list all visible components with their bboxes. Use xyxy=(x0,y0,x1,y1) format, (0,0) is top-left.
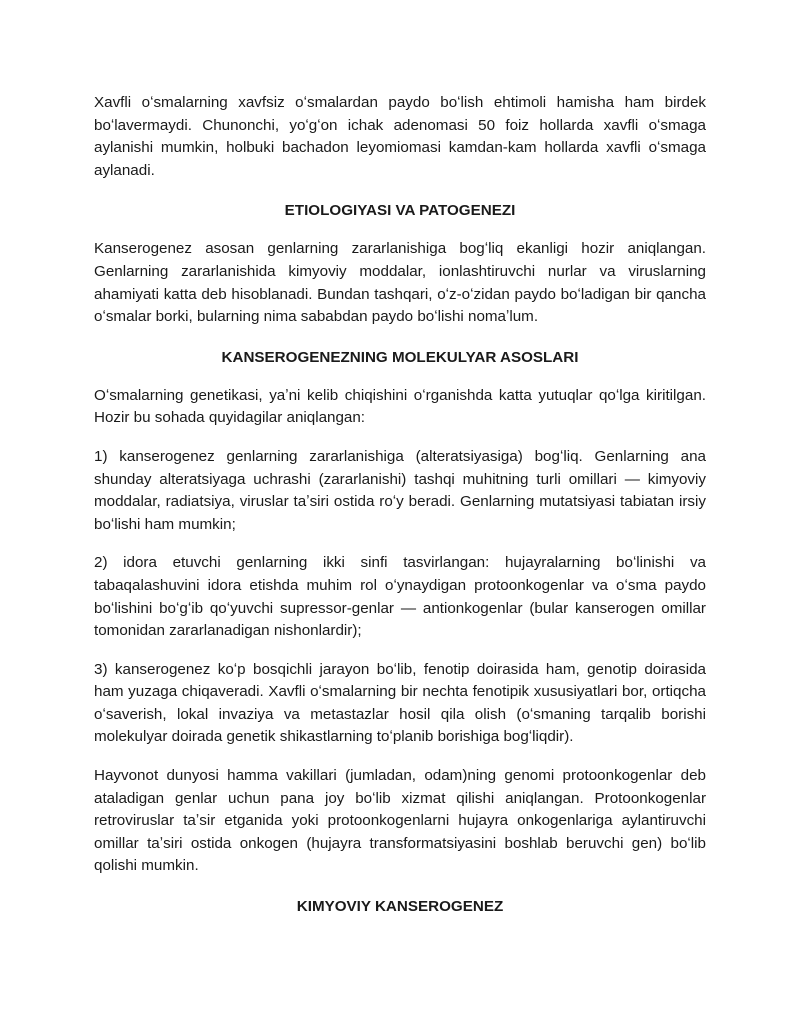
paragraph-genetika: Oʻsmalarning genetikasi, yaʼni kelib chiqishini oʻrganishda katta yutuqlar qoʻlga kiritilgan. Hozir bu sohada quyidagilar aniqlangan: xyxy=(94,386,706,427)
heading-molekulyar-asoslari: KANSEROGENEZNING MOLEKULYAR ASOSLARI xyxy=(221,348,579,366)
paragraph-intro: Xavfli oʻsmalarning xavfsiz oʻsmalardan paydo boʻlish ehtimoli hamisha ham birdek boʻlavermaydi. Chunonchi, yoʻgʻon ichak adenomasi 50 foiz hollarda xavfli oʻsmaga aylanishi mumkin, holbuki bachadon leyomiomasi kamdan-kam hollarda xavfli oʻsmaga aylanadi. xyxy=(94,94,706,179)
paragraph-protoonkogenlar: Hayvonot dunyosi hamma vakillari (jumladan, odam)ning genomi protoonkogenlar deb ataladigan genlar uchun pana joy boʻlib xizmat qilishi aniqlangan. Protoonkogenlar retroviruslar taʼsir etganida yoki protoonkogenlarni hujayra onkogenlariga aylantiruvchi omillar taʼsiri ostida onkogen (hujayra transformatsiyasini boshlab beruvchi gen) boʻlib qolishi mumkin. xyxy=(94,767,706,875)
heading-kimyoviy-kanserogenez: KIMYOVIY KANSEROGENEZ xyxy=(296,898,504,916)
heading-etiologiyasi: ETIOLOGIYASI VA PATOGENEZI xyxy=(284,202,516,220)
paragraph-list-item-3: 3) kanserogenez koʻp bosqichli jarayon boʻlib, fenotip doirasida ham, genotip doirasida ham yuzaga chiqaveradi. Xavfli oʻsmalarning bir nechta fenotipik xususiyatlari bor, ortiqcha oʻsaverish, lokal invaziya va metastazlar hosil qila olish (oʻsmaning tarqalib borishi molekulyar doirada genetik shikastlarning toʻplanib borishiga bogʻliqdir). xyxy=(94,660,706,746)
paragraph-list-item-1: 1) kanserogenez genlarning zararlanishiga (alteratsiyasiga) bogʻliq. Genlarning ana shunday alteratsiyaga uchrashi (zararlanishi) tashqi muhitning turli omillari — kimyoviy moddalar, radiatsiya, viruslar taʼsiri ostida roʻy beradi. Genlarning mutatsiyasi tabiatan irsiy boʻlishi ham mumkin; xyxy=(94,447,706,533)
paragraph-list-item-2: 2) idora etuvchi genlarning ikki sinfi tasvirlangan: hujayralarning boʻlinishi va tabaqalashuvini idora etishda muhim rol oʻynaydigan protoonkogenlar va oʻsma paydo boʻlishini boʻgʻib qoʻyuvchi supressor-genlar — antionkogenlar (bular kanserogen omillar tomonidan zararlanadigan nishonlardir); xyxy=(94,554,706,640)
paragraph-kanserogenez: Kanserogenez asosan genlarning zararlanishiga bogʻliq ekanligi hozir aniqlangan. Genlarning zararlanishida kimyoviy moddalar, ionlashtiruvchi nurlar va viruslarning ahamiyati katta deb hisoblanadi. Bundan tashqari, oʻz-oʻzidan paydo boʻladigan bir qancha oʻsmalar borki, bularning nima sababdan paydo boʻlishi nomaʼlum. xyxy=(94,240,706,326)
document-page xyxy=(94,92,706,918)
